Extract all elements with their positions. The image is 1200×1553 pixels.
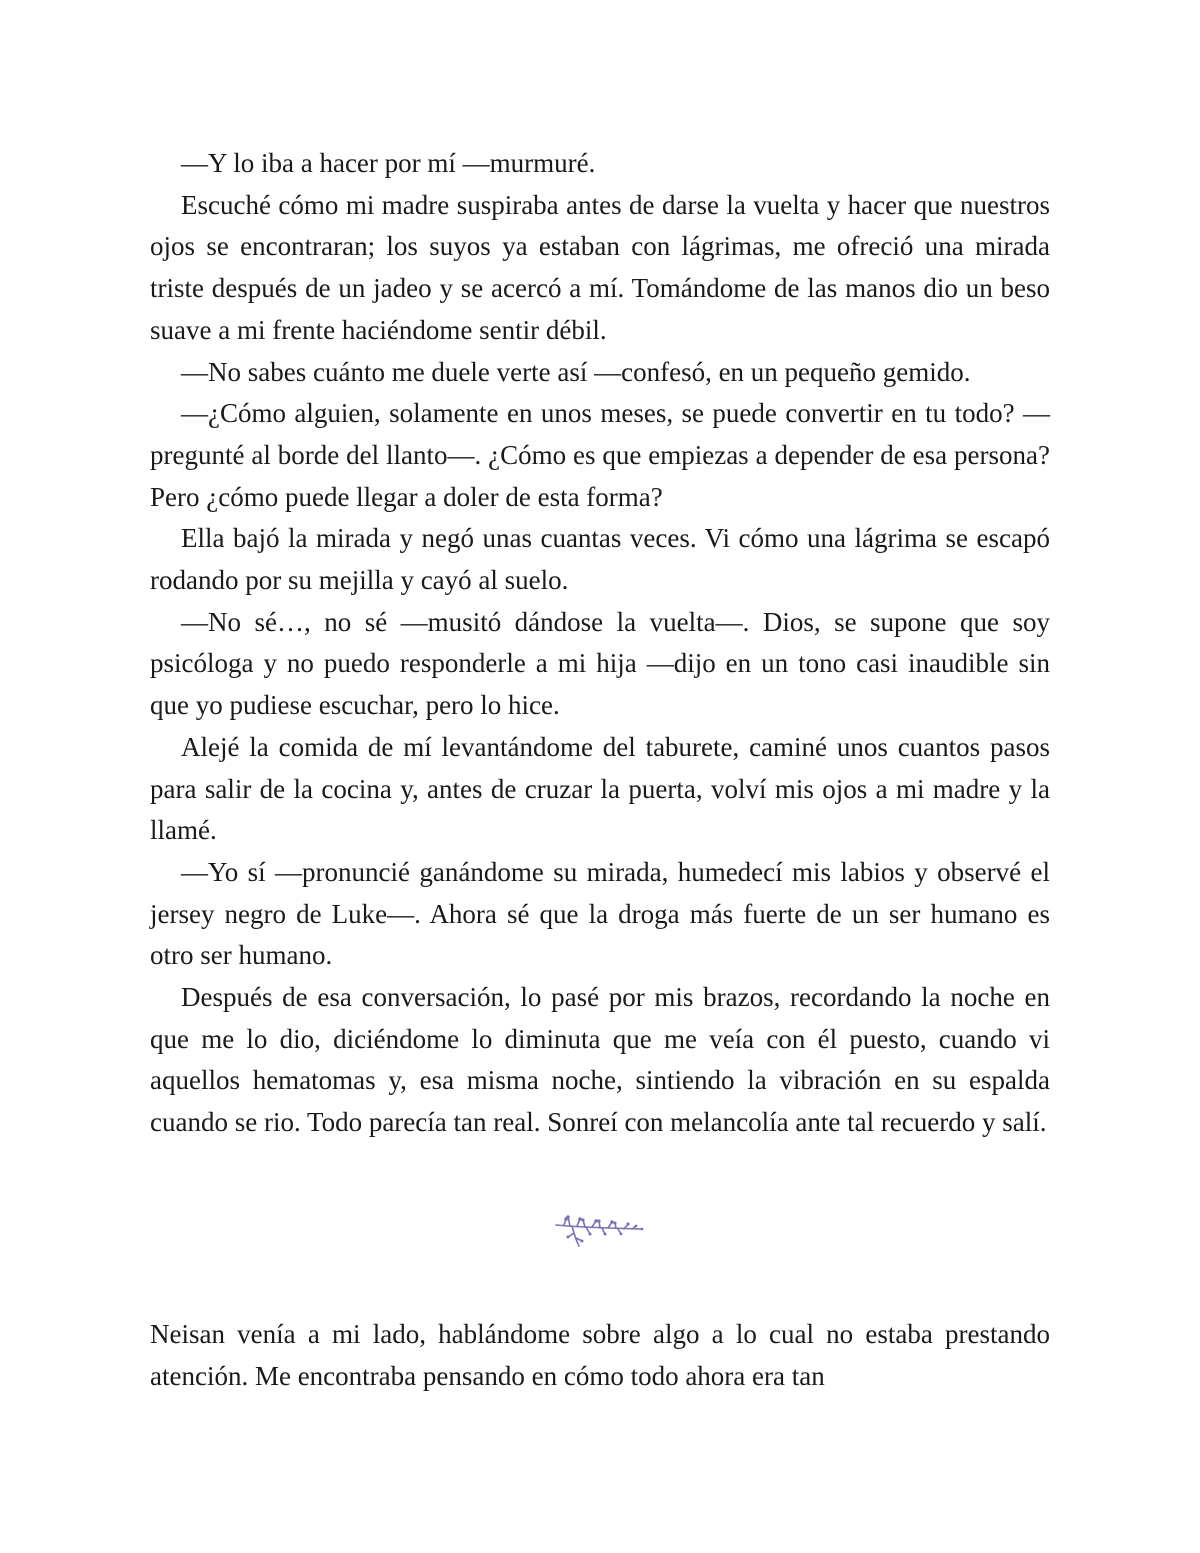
paragraph: Escuché cómo mi madre suspiraba antes de darse la vuelta y hacer que nuestros ojos se encontraran; los suyos ya estaban con lágrimas, me ofreció una mirada triste después de un jadeo y se acercó a mí. Tomándome de las manos dio un beso suave a mi frente haciéndome sentir débil. <box>150 189 1050 345</box>
paragraph: —Yo sí —pronuncié ganándome su mirada, humedecí mis labios y observé el jersey negro de Luke—. Ahora sé que la droga más fuerte de un ser humano es otro ser humano. <box>150 856 1050 971</box>
paragraph: —No sé…, no sé —musitó dándose la vuelta—. Dios, se supone que soy psicóloga y no puedo responderle a mi hija —dijo en un tono casi inaudible sin que yo pudiese escuchar, pero lo hice. <box>150 606 1050 721</box>
section-two <box>150 1314 1050 1397</box>
paragraph: —¿Cómo alguien, solamente en unos meses, se puede convertir en tu todo? —pregunté al borde del llanto—. ¿Cómo es que empiezas a depender de esa persona? Pero ¿cómo puede llegar a doler de esta forma? <box>150 398 1050 512</box>
lavender-sprig-icon <box>552 1209 648 1249</box>
section-break-ornament <box>150 1144 1050 1314</box>
section-one <box>150 143 1050 1144</box>
paragraph: Después de esa conversación, lo pasé por mis brazos, recordando la noche en que me lo dio, diciéndome lo diminuta que me veía con él puesto, cuando vi aquellos hematomas y, esa misma noche, sintiendo la vibración en su espalda cuando se rio. Todo parecía tan real. Sonreí con melancolía ante tal recuerdo y salí. <box>150 982 1050 1138</box>
paragraph: —No sabes cuánto me duele verte así —confesó, en un pequeño gemido. <box>181 356 971 387</box>
paragraph: —Y lo iba a hacer por mí —murmuré. <box>181 148 596 178</box>
paragraph: Alejé la comida de mí levantándome del taburete, caminé unos cuantos pasos para salir de la cocina y, antes de cruzar la puerta, volví mis ojos a mi madre y la llamé. <box>150 731 1050 846</box>
paragraph: Neisan venía a mi lado, hablándome sobre algo a lo cual no estaba prestando atención. Me encontraba pensando en cómo todo ahora era tan <box>150 1318 1050 1391</box>
book-page <box>150 143 1050 1397</box>
paragraph: Ella bajó la mirada y negó unas cuantas veces. Vi cómo una lágrima se escapó rodando por su mejilla y cayó al suelo. <box>150 523 1050 596</box>
